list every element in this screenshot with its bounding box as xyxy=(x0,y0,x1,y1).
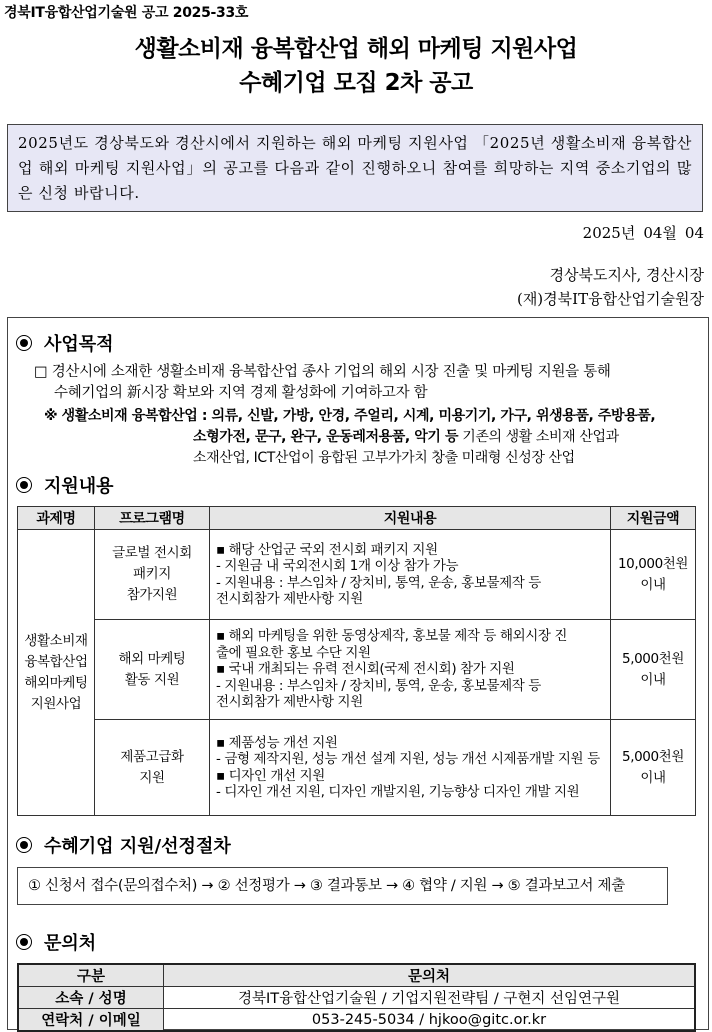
note-line2-bold: 소형가전, 문구, 완구, 운동레저용품, 악기 등 xyxy=(193,429,459,445)
table-row xyxy=(18,530,696,620)
contact-label: 연락처 / 이메일 xyxy=(18,1009,164,1032)
note-label: ※ 생활소비재 융복합산업 : xyxy=(44,408,212,424)
circle-bullet-icon xyxy=(16,335,32,351)
intro-text: 2025년도 경상북도와 경산시에서 지원하는 해외 마케팅 지원사업 「2025년 생활소비재 융복합산업 해외 마케팅 지원사업」의 공고를 다음과 같이 진행하오니 참여를 희망하는 지역 중소기업의 많은 신청 바랍니다. xyxy=(18,134,692,202)
purpose-heading-text: 사업목적 xyxy=(44,334,114,355)
contact-heading-text: 문의처 xyxy=(44,933,97,954)
date-month: 04월 xyxy=(643,224,677,242)
support-heading xyxy=(16,472,114,498)
content-cell: ▪ 해외 마케팅을 위한 동영상제작, 홍보물 제작 등 해외시장 진 출에 필요한 홍보 수단 지원 ▪ 국내 개최되는 유력 전시회(국제 전시회) 참가 지원 - 지원내용 : 부스임차 / 장치비, 통역, 운송, 홍보물제작 등 전시회참가 제반사항 지원 xyxy=(210,620,611,720)
date-day: 04 xyxy=(684,224,704,242)
table-row xyxy=(18,620,696,720)
date-year: 2025년 xyxy=(582,224,636,242)
issuer-line1: 경상북도지사, 경산시장 xyxy=(549,266,704,284)
contact-label: 소속 / 성명 xyxy=(18,987,164,1009)
col-task: 과제명 xyxy=(18,507,95,530)
purpose-text xyxy=(34,362,694,404)
table-row xyxy=(18,1009,695,1032)
process-box xyxy=(17,867,668,905)
program-cell: 글로벌 전시회 패키지 참가지원 xyxy=(95,530,210,620)
purpose-note xyxy=(44,406,704,469)
amount-cell: 5,000천원 이내 xyxy=(611,620,696,720)
col-amount: 지원금액 xyxy=(611,507,696,530)
amount-cell: 10,000천원 이내 xyxy=(611,530,696,620)
table-row xyxy=(18,987,695,1009)
contact-heading xyxy=(16,929,96,955)
program-cell: 해외 마케팅 활동 지원 xyxy=(95,620,210,720)
col-content: 지원내용 xyxy=(210,507,611,530)
selection-heading xyxy=(16,832,231,858)
col-program: 프로그램명 xyxy=(95,507,210,530)
program-cell: 제품고급화 지원 xyxy=(95,720,210,816)
note-line2-rest: 기존의 생활 소비재 산업과 xyxy=(458,429,619,445)
circle-bullet-icon xyxy=(16,837,32,853)
purpose-heading xyxy=(16,330,114,356)
doc-number: 경북IT융합산업기술원 공고 2025-33호 xyxy=(4,5,249,21)
note-line1: 의류, 신발, 가방, 안경, 주얼리, 시계, 미용기기, 가구, 위생용품, 주방용품, xyxy=(211,408,656,424)
support-heading-text: 지원내용 xyxy=(44,476,114,497)
announcement-date xyxy=(575,222,704,243)
selection-heading-text: 수혜기업 지원/선정절차 xyxy=(44,836,231,857)
content-cell: ▪ 제품성능 개선 지원 - 금형 제작지원, 성능 개선 설계 지원, 성능 개선 시제품개발 지원 등 ▪ 디자인 개선 지원 - 디자인 개선 지원, 디자인 개발지원, 기능향상 디자인 개발 지원 xyxy=(210,720,611,816)
purpose-line2: 수혜기업의 新시장 확보와 지역 경제 활성화에 기여하고자 함 xyxy=(54,385,428,401)
intro-box xyxy=(7,124,703,212)
content-cell: ▪ 해당 산업군 국외 전시회 패키지 지원 - 지원금 내 국외전시회 1개 이상 참가 가능 - 지원내용 : 부스임차 / 장치비, 통역, 운송, 홍보물제작 등 전시회참가 제반사항 지원 xyxy=(210,530,611,620)
contact-col-category: 구분 xyxy=(18,964,164,987)
contact-col-inquiry: 문의처 xyxy=(164,964,696,987)
contact-value: 경북IT융합산업기술원 / 기업지원전략팀 / 구현지 선임연구원 xyxy=(164,987,696,1009)
support-table xyxy=(17,506,696,816)
amount-cell: 5,000천원 이내 xyxy=(611,720,696,816)
purpose-line1: □ 경산시에 소재한 생활소비재 융복합산업 종사 기업의 해외 시장 진출 및 마케팅 지원을 통해 xyxy=(34,364,611,380)
page-title-line2: 수혜기업 모집 2차 공고 xyxy=(239,70,473,96)
note-line3: 소재산업, ICT산업이 융합된 고부가가치 창출 미래형 신성장 산업 xyxy=(193,450,575,466)
circle-bullet-icon xyxy=(16,477,32,493)
contact-value: 053-245-5034 / hjkoo@gitc.or.kr xyxy=(164,1009,696,1032)
task-name-cell: 생활소비재 융복합산업 해외마케팅 지원사업 xyxy=(18,530,95,816)
issuer-line2: (재)경북IT융합산업기술원장 xyxy=(516,290,704,308)
contact-table xyxy=(17,963,696,1032)
contact-header-row xyxy=(18,964,695,987)
process-text: ① 신청서 접수(문의접수처) → ② 선정평가 → ③ 결과통보 → ④ 협약 / 지원 → ⑤ 결과보고서 제출 xyxy=(28,878,625,894)
table-row xyxy=(18,720,696,816)
circle-bullet-icon xyxy=(16,934,32,950)
page-title-line1: 생활소비재 융복합산업 해외 마케팅 지원사업 xyxy=(134,36,578,62)
support-table-header xyxy=(18,507,696,530)
